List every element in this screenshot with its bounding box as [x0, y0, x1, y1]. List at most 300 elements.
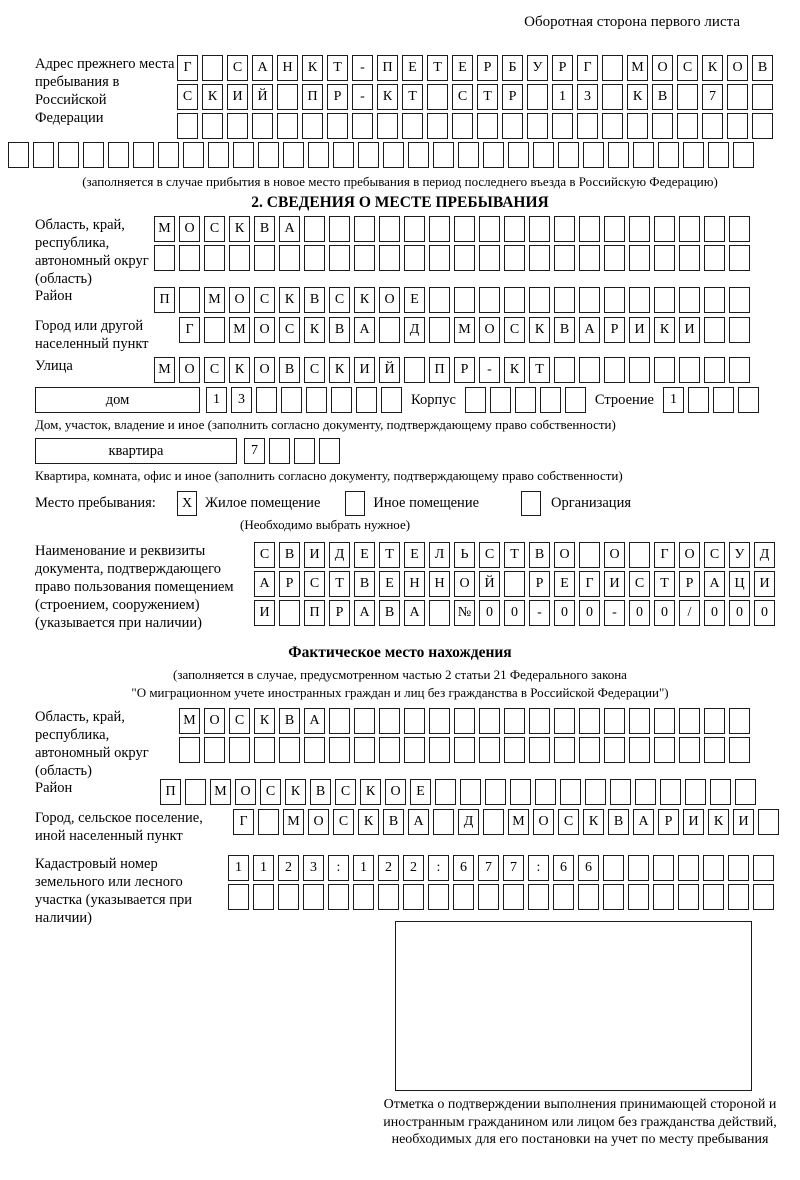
oblast-row-2	[154, 245, 750, 271]
char-cell: В	[554, 317, 575, 343]
document-row-3	[254, 600, 775, 626]
char-cell: М	[508, 809, 529, 835]
prev-address-row-4	[8, 142, 765, 168]
char-cell	[627, 113, 648, 139]
char-cell: К	[229, 357, 250, 383]
char-cell	[529, 245, 550, 271]
char-cell: 1	[663, 387, 684, 413]
char-cell	[602, 55, 623, 81]
char-cell	[729, 317, 750, 343]
char-cell	[753, 884, 774, 910]
char-cell	[654, 737, 675, 763]
char-cell	[202, 113, 223, 139]
actual-location-title: Фактическое место нахождения	[288, 644, 512, 661]
char-cell: -	[529, 600, 550, 626]
char-cell	[735, 779, 756, 805]
char-cell	[429, 317, 450, 343]
char-cell	[503, 884, 524, 910]
option-zhiloe-label: Жилое помещение	[205, 495, 321, 511]
apartment-cells	[244, 438, 340, 464]
char-cell	[713, 387, 734, 413]
char-cell	[154, 245, 175, 271]
char-cell	[585, 779, 606, 805]
raion-label: Район	[35, 288, 73, 304]
char-cell: О	[379, 287, 400, 313]
char-cell: В	[652, 84, 673, 110]
char-cell: Е	[554, 571, 575, 597]
char-cell	[254, 737, 275, 763]
char-cell	[379, 708, 400, 734]
char-cell	[379, 737, 400, 763]
fact-gorod-block	[35, 809, 765, 849]
char-cell	[329, 708, 350, 734]
char-cell: Р	[604, 317, 625, 343]
char-cell	[527, 113, 548, 139]
char-cell: 0	[579, 600, 600, 626]
char-cell: М	[154, 357, 175, 383]
char-cell: Е	[379, 571, 400, 597]
house-note: Дом, участок, владение и иное (заполнить согласно документу, подтверждающему право собственности)	[35, 417, 616, 432]
char-cell: С	[279, 317, 300, 343]
stamp-caption: Отметка о подтверждении выполнения принимающей стороной и иностранным гражданином или лицом без гражданства действий, необходимых для его постановки на учет по месту пребывания	[383, 1097, 777, 1147]
char-cell	[185, 779, 206, 805]
char-cell	[356, 387, 377, 413]
char-cell: 0	[504, 600, 525, 626]
cadastre-label: Кадастровый номер земельного или лесного участка (указывается при наличии)	[35, 856, 192, 926]
char-cell: И	[604, 571, 625, 597]
char-cell	[554, 245, 575, 271]
char-cell	[333, 142, 354, 168]
char-cell	[379, 317, 400, 343]
char-cell: А	[304, 708, 325, 734]
char-cell: В	[304, 287, 325, 313]
char-cell: Д	[458, 809, 479, 835]
char-cell: 6	[553, 855, 574, 881]
char-cell	[204, 245, 225, 271]
char-cell: 0	[479, 600, 500, 626]
section2-title: 2. СВЕДЕНИЯ О МЕСТЕ ПРЕБЫВАНИЯ	[251, 194, 549, 211]
char-cell	[381, 387, 402, 413]
char-cell: 2	[403, 855, 424, 881]
char-cell	[729, 708, 750, 734]
char-cell: О	[229, 287, 250, 313]
char-cell	[58, 142, 79, 168]
char-cell	[758, 809, 779, 835]
char-cell: 0	[704, 600, 725, 626]
char-cell	[483, 142, 504, 168]
char-cell: О	[454, 571, 475, 597]
char-cell	[269, 438, 290, 464]
char-cell: С	[304, 571, 325, 597]
char-cell	[479, 708, 500, 734]
char-cell	[602, 113, 623, 139]
char-cell: К	[354, 287, 375, 313]
fact-oblast-label: Область, край, республика, автономный округ (область)	[35, 709, 149, 779]
char-cell: А	[252, 55, 273, 81]
char-cell: 3	[303, 855, 324, 881]
char-cell	[279, 600, 300, 626]
char-cell	[429, 708, 450, 734]
char-cell	[256, 387, 277, 413]
char-cell: О	[254, 357, 275, 383]
char-cell	[354, 708, 375, 734]
char-cell: Н	[277, 55, 298, 81]
char-cell: 1	[228, 855, 249, 881]
char-cell	[710, 779, 731, 805]
char-cell	[604, 216, 625, 242]
char-cell	[529, 708, 550, 734]
char-cell: В	[310, 779, 331, 805]
char-cell: Т	[427, 55, 448, 81]
char-cell	[429, 600, 450, 626]
char-cell: -	[352, 84, 373, 110]
char-cell: Б	[502, 55, 523, 81]
char-cell	[227, 113, 248, 139]
char-cell: И	[754, 571, 775, 597]
char-cell: Г	[577, 55, 598, 81]
char-cell	[558, 142, 579, 168]
prev-address-row-3	[177, 113, 773, 139]
char-cell	[158, 142, 179, 168]
char-cell: Р	[477, 55, 498, 81]
char-cell	[729, 216, 750, 242]
char-cell: П	[304, 600, 325, 626]
char-cell: Т	[327, 55, 348, 81]
char-cell: О	[679, 542, 700, 568]
char-cell: Д	[404, 317, 425, 343]
char-cell: В	[383, 809, 404, 835]
char-cell: К	[504, 357, 525, 383]
checkbox-zhiloe: X	[177, 491, 197, 516]
char-cell: А	[354, 600, 375, 626]
char-cell: И	[683, 809, 704, 835]
char-cell	[358, 142, 379, 168]
char-cell: Е	[404, 287, 425, 313]
char-cell	[233, 142, 254, 168]
char-cell: Г	[579, 571, 600, 597]
char-cell: С	[304, 357, 325, 383]
char-cell	[279, 737, 300, 763]
char-cell	[704, 737, 725, 763]
fact-gorod-row	[233, 809, 779, 835]
char-cell	[258, 809, 279, 835]
char-cell	[504, 737, 525, 763]
char-cell: С	[333, 809, 354, 835]
char-cell	[565, 387, 586, 413]
char-cell	[685, 779, 706, 805]
char-cell	[354, 737, 375, 763]
char-cell	[604, 287, 625, 313]
house-block	[35, 387, 765, 413]
char-cell: Г	[654, 542, 675, 568]
char-cell	[578, 884, 599, 910]
char-cell	[540, 387, 561, 413]
char-cell: П	[154, 287, 175, 313]
char-cell	[683, 142, 704, 168]
house-number-cells	[206, 387, 402, 413]
char-cell: К	[254, 708, 275, 734]
char-cell: Л	[429, 542, 450, 568]
prev-address-note: (заполняется в случае прибытия в новое место пребывания в период последнего въезда в Российскую Федерацию)	[82, 174, 718, 189]
char-cell: К	[583, 809, 604, 835]
char-cell	[229, 245, 250, 271]
char-cell: М	[210, 779, 231, 805]
oblast-label: Область, край, республика, автономный округ (область)	[35, 217, 149, 287]
char-cell	[629, 542, 650, 568]
char-cell	[703, 855, 724, 881]
apartment-box-label: квартира	[35, 438, 237, 464]
char-cell	[429, 737, 450, 763]
char-cell: А	[279, 216, 300, 242]
char-cell: С	[479, 542, 500, 568]
char-cell	[183, 142, 204, 168]
char-cell: Г	[233, 809, 254, 835]
char-cell: С	[254, 287, 275, 313]
char-cell	[278, 884, 299, 910]
char-cell: В	[279, 542, 300, 568]
char-cell	[654, 216, 675, 242]
char-cell	[204, 317, 225, 343]
gorod-row	[179, 317, 750, 343]
char-cell: К	[329, 357, 350, 383]
char-cell: В	[354, 571, 375, 597]
char-cell: Р	[327, 84, 348, 110]
char-cell	[704, 216, 725, 242]
char-cell: В	[529, 542, 550, 568]
char-cell	[304, 245, 325, 271]
char-cell: С	[260, 779, 281, 805]
char-cell: О	[235, 779, 256, 805]
char-cell	[490, 387, 511, 413]
char-cell	[404, 708, 425, 734]
char-cell	[454, 245, 475, 271]
char-cell	[454, 287, 475, 313]
char-cell	[603, 855, 624, 881]
korpus-cells	[465, 387, 586, 413]
char-cell	[404, 216, 425, 242]
char-cell	[629, 216, 650, 242]
char-cell	[408, 142, 429, 168]
char-cell	[179, 287, 200, 313]
char-cell	[528, 884, 549, 910]
char-cell: А	[354, 317, 375, 343]
char-cell	[83, 142, 104, 168]
char-cell: 1	[552, 84, 573, 110]
char-cell: В	[752, 55, 773, 81]
char-cell: В	[379, 600, 400, 626]
stamp-box	[395, 921, 752, 1091]
char-cell	[629, 287, 650, 313]
char-cell: Т	[379, 542, 400, 568]
char-cell	[729, 287, 750, 313]
char-cell	[277, 113, 298, 139]
char-cell: 0	[554, 600, 575, 626]
char-cell: О	[254, 317, 275, 343]
char-cell: 7	[244, 438, 265, 464]
char-cell	[604, 245, 625, 271]
ulitsa-row	[154, 357, 750, 383]
char-cell: О	[179, 216, 200, 242]
char-cell: Р	[329, 600, 350, 626]
char-cell	[753, 855, 774, 881]
char-cell	[629, 708, 650, 734]
char-cell	[702, 113, 723, 139]
char-cell	[485, 779, 506, 805]
prev-address-row-1	[177, 55, 773, 81]
char-cell: Т	[402, 84, 423, 110]
char-cell: -	[479, 357, 500, 383]
char-cell: И	[227, 84, 248, 110]
char-cell: -	[604, 600, 625, 626]
char-cell	[283, 142, 304, 168]
char-cell: Р	[502, 84, 523, 110]
char-cell: Т	[529, 357, 550, 383]
char-cell	[533, 142, 554, 168]
fact-oblast-block	[35, 708, 765, 779]
char-cell	[228, 884, 249, 910]
char-cell	[729, 357, 750, 383]
char-cell	[608, 142, 629, 168]
char-cell: К	[304, 317, 325, 343]
char-cell	[603, 884, 624, 910]
char-cell	[583, 142, 604, 168]
char-cell	[454, 216, 475, 242]
char-cell	[654, 287, 675, 313]
char-cell	[108, 142, 129, 168]
char-cell: В	[329, 317, 350, 343]
char-cell	[635, 779, 656, 805]
char-cell	[752, 84, 773, 110]
fact-oblast-row-1	[179, 708, 750, 734]
char-cell	[679, 216, 700, 242]
cadastre-row-2	[228, 884, 774, 910]
char-cell: С	[558, 809, 579, 835]
char-cell	[379, 245, 400, 271]
char-cell	[729, 737, 750, 763]
char-cell: В	[279, 357, 300, 383]
char-cell: Е	[354, 542, 375, 568]
char-cell	[654, 708, 675, 734]
char-cell	[633, 142, 654, 168]
char-cell	[610, 779, 631, 805]
prev-address-block	[35, 55, 768, 139]
char-cell	[704, 287, 725, 313]
char-cell	[479, 216, 500, 242]
char-cell	[678, 855, 699, 881]
char-cell	[508, 142, 529, 168]
char-cell: И	[304, 542, 325, 568]
char-cell	[738, 387, 759, 413]
char-cell	[433, 142, 454, 168]
char-cell	[281, 387, 302, 413]
char-cell	[319, 438, 340, 464]
char-cell	[33, 142, 54, 168]
char-cell	[404, 357, 425, 383]
char-cell	[704, 708, 725, 734]
char-cell: С	[504, 317, 525, 343]
document-block	[35, 542, 770, 631]
char-cell: 0	[654, 600, 675, 626]
char-cell: О	[385, 779, 406, 805]
char-cell	[577, 113, 598, 139]
char-cell: Н	[429, 571, 450, 597]
char-cell: 0	[754, 600, 775, 626]
actual-location-note-1: (заполняется в случае, предусмотренном частью 2 статьи 21 Федерального закона	[173, 667, 627, 682]
char-cell: А	[579, 317, 600, 343]
char-cell: П	[377, 55, 398, 81]
char-cell: С	[254, 542, 275, 568]
char-cell: С	[227, 55, 248, 81]
char-cell: 3	[577, 84, 598, 110]
char-cell	[679, 708, 700, 734]
fact-raion-row	[160, 779, 756, 805]
char-cell	[329, 737, 350, 763]
char-cell	[529, 737, 550, 763]
document-row-2	[254, 571, 775, 597]
char-cell: О	[554, 542, 575, 568]
char-cell: К	[358, 809, 379, 835]
char-cell	[378, 884, 399, 910]
char-cell: К	[654, 317, 675, 343]
char-cell: В	[254, 216, 275, 242]
char-cell	[454, 708, 475, 734]
char-cell: Р	[679, 571, 700, 597]
char-cell	[303, 884, 324, 910]
char-cell: Г	[177, 55, 198, 81]
prev-address-label: Адрес прежнего места пребывания в Российской Федерации	[35, 56, 175, 126]
char-cell: С	[335, 779, 356, 805]
char-cell	[604, 737, 625, 763]
char-cell	[429, 245, 450, 271]
char-cell: М	[229, 317, 250, 343]
char-cell	[652, 113, 673, 139]
char-cell: К	[302, 55, 323, 81]
char-cell	[733, 142, 754, 168]
char-cell: Н	[404, 571, 425, 597]
char-cell: М	[204, 287, 225, 313]
char-cell: У	[729, 542, 750, 568]
char-cell: 2	[278, 855, 299, 881]
char-cell	[504, 216, 525, 242]
gorod-label: Город или другой населенный пункт	[35, 318, 149, 352]
char-cell	[353, 884, 374, 910]
char-cell: 0	[729, 600, 750, 626]
char-cell: О	[479, 317, 500, 343]
char-cell	[208, 142, 229, 168]
char-cell	[302, 113, 323, 139]
char-cell	[527, 84, 548, 110]
char-cell: К	[360, 779, 381, 805]
document-row-1	[254, 542, 775, 568]
char-cell	[429, 216, 450, 242]
char-cell: Е	[410, 779, 431, 805]
oblast-row-1	[154, 216, 750, 242]
cadastre-row-1	[228, 855, 774, 881]
char-cell	[329, 216, 350, 242]
char-cell: :	[528, 855, 549, 881]
char-cell: И	[629, 317, 650, 343]
char-cell	[429, 287, 450, 313]
char-cell: О	[204, 708, 225, 734]
apartment-block	[35, 438, 765, 464]
stroenie-label: Строение	[594, 392, 654, 408]
char-cell: М	[283, 809, 304, 835]
char-cell	[654, 357, 675, 383]
char-cell: :	[328, 855, 349, 881]
char-cell	[660, 779, 681, 805]
char-cell	[679, 737, 700, 763]
char-cell: П	[429, 357, 450, 383]
